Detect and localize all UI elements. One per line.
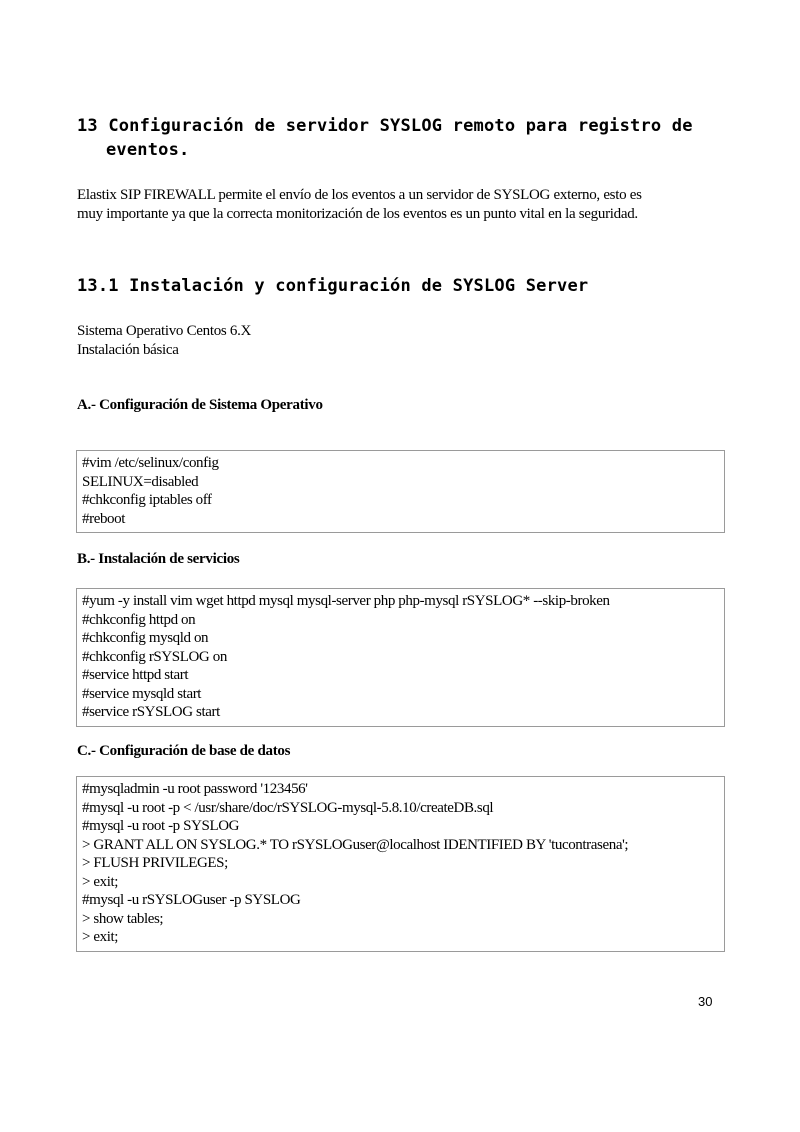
code-line: > show tables;	[82, 910, 164, 927]
heading-13	[77, 116, 693, 136]
code-line: #mysql -u root -p < /usr/share/doc/rSYSLOG-mysql-5.8.10/createDB.sql	[82, 799, 494, 816]
code-line: #mysqladmin -u root password '123456'	[82, 781, 308, 797]
code-line: #vim /etc/selinux/config	[82, 455, 219, 471]
code-box-a	[76, 450, 725, 533]
os-line1: Sistema Operativo Centos 6.X	[77, 323, 252, 339]
heading-line1: Configuración de servidor SYSLOG remoto para registro de	[108, 116, 693, 136]
code-line: #service mysqld start	[82, 685, 202, 702]
code-line: #chkconfig httpd on	[82, 611, 196, 628]
code-line: #chkconfig iptables off	[82, 492, 212, 508]
code-line: #mysql -u root -p SYSLOG	[82, 818, 240, 834]
section-b-title: B.- Instalación de servicios	[77, 551, 240, 567]
code-line: #yum -y install vim wget httpd mysql mysql-server php php-mysql rSYSLOG* --skip-broken	[82, 593, 610, 609]
section-a-title: A.- Configuración de Sistema Operativo	[77, 397, 323, 413]
heading-number: 13	[77, 116, 98, 136]
heading-line2: eventos.	[106, 140, 190, 160]
code-line: SELINUX=disabled	[82, 473, 199, 490]
code-line: #service rSYSLOG start	[82, 704, 220, 720]
code-box-c	[76, 776, 725, 952]
code-line: #service httpd start	[82, 667, 189, 683]
section-c-title: C.- Configuración de base de datos	[77, 743, 291, 759]
intro-line2: muy importante ya que la correcta monitorización de los eventos es un punto vital en la seguridad.	[77, 205, 638, 222]
code-line: #chkconfig mysqld on	[82, 630, 209, 646]
code-line: #chkconfig rSYSLOG on	[82, 648, 227, 665]
intro-paragraph	[77, 186, 642, 223]
code-line: > exit;	[82, 929, 119, 945]
intro-line1: Elastix SIP FIREWALL permite el envío de los eventos a un servidor de SYSLOG externo, esto es	[77, 187, 642, 203]
os-paragraph	[77, 322, 251, 359]
page-number: 30	[698, 994, 713, 1009]
code-box-b	[76, 588, 725, 727]
code-line: > exit;	[82, 873, 119, 890]
code-line: > GRANT ALL ON SYSLOG.* TO rSYSLOGuser@localhost IDENTIFIED BY 'tucontrasena';	[82, 836, 629, 853]
os-line2: Instalación básica	[77, 341, 179, 358]
heading-13-1: 13.1 Instalación y configuración de SYSLOG Server	[77, 276, 589, 296]
code-line: #reboot	[82, 510, 126, 527]
code-line: > FLUSH PRIVILEGES;	[82, 855, 228, 871]
code-line: #mysql -u rSYSLOGuser -p SYSLOG	[82, 892, 301, 908]
